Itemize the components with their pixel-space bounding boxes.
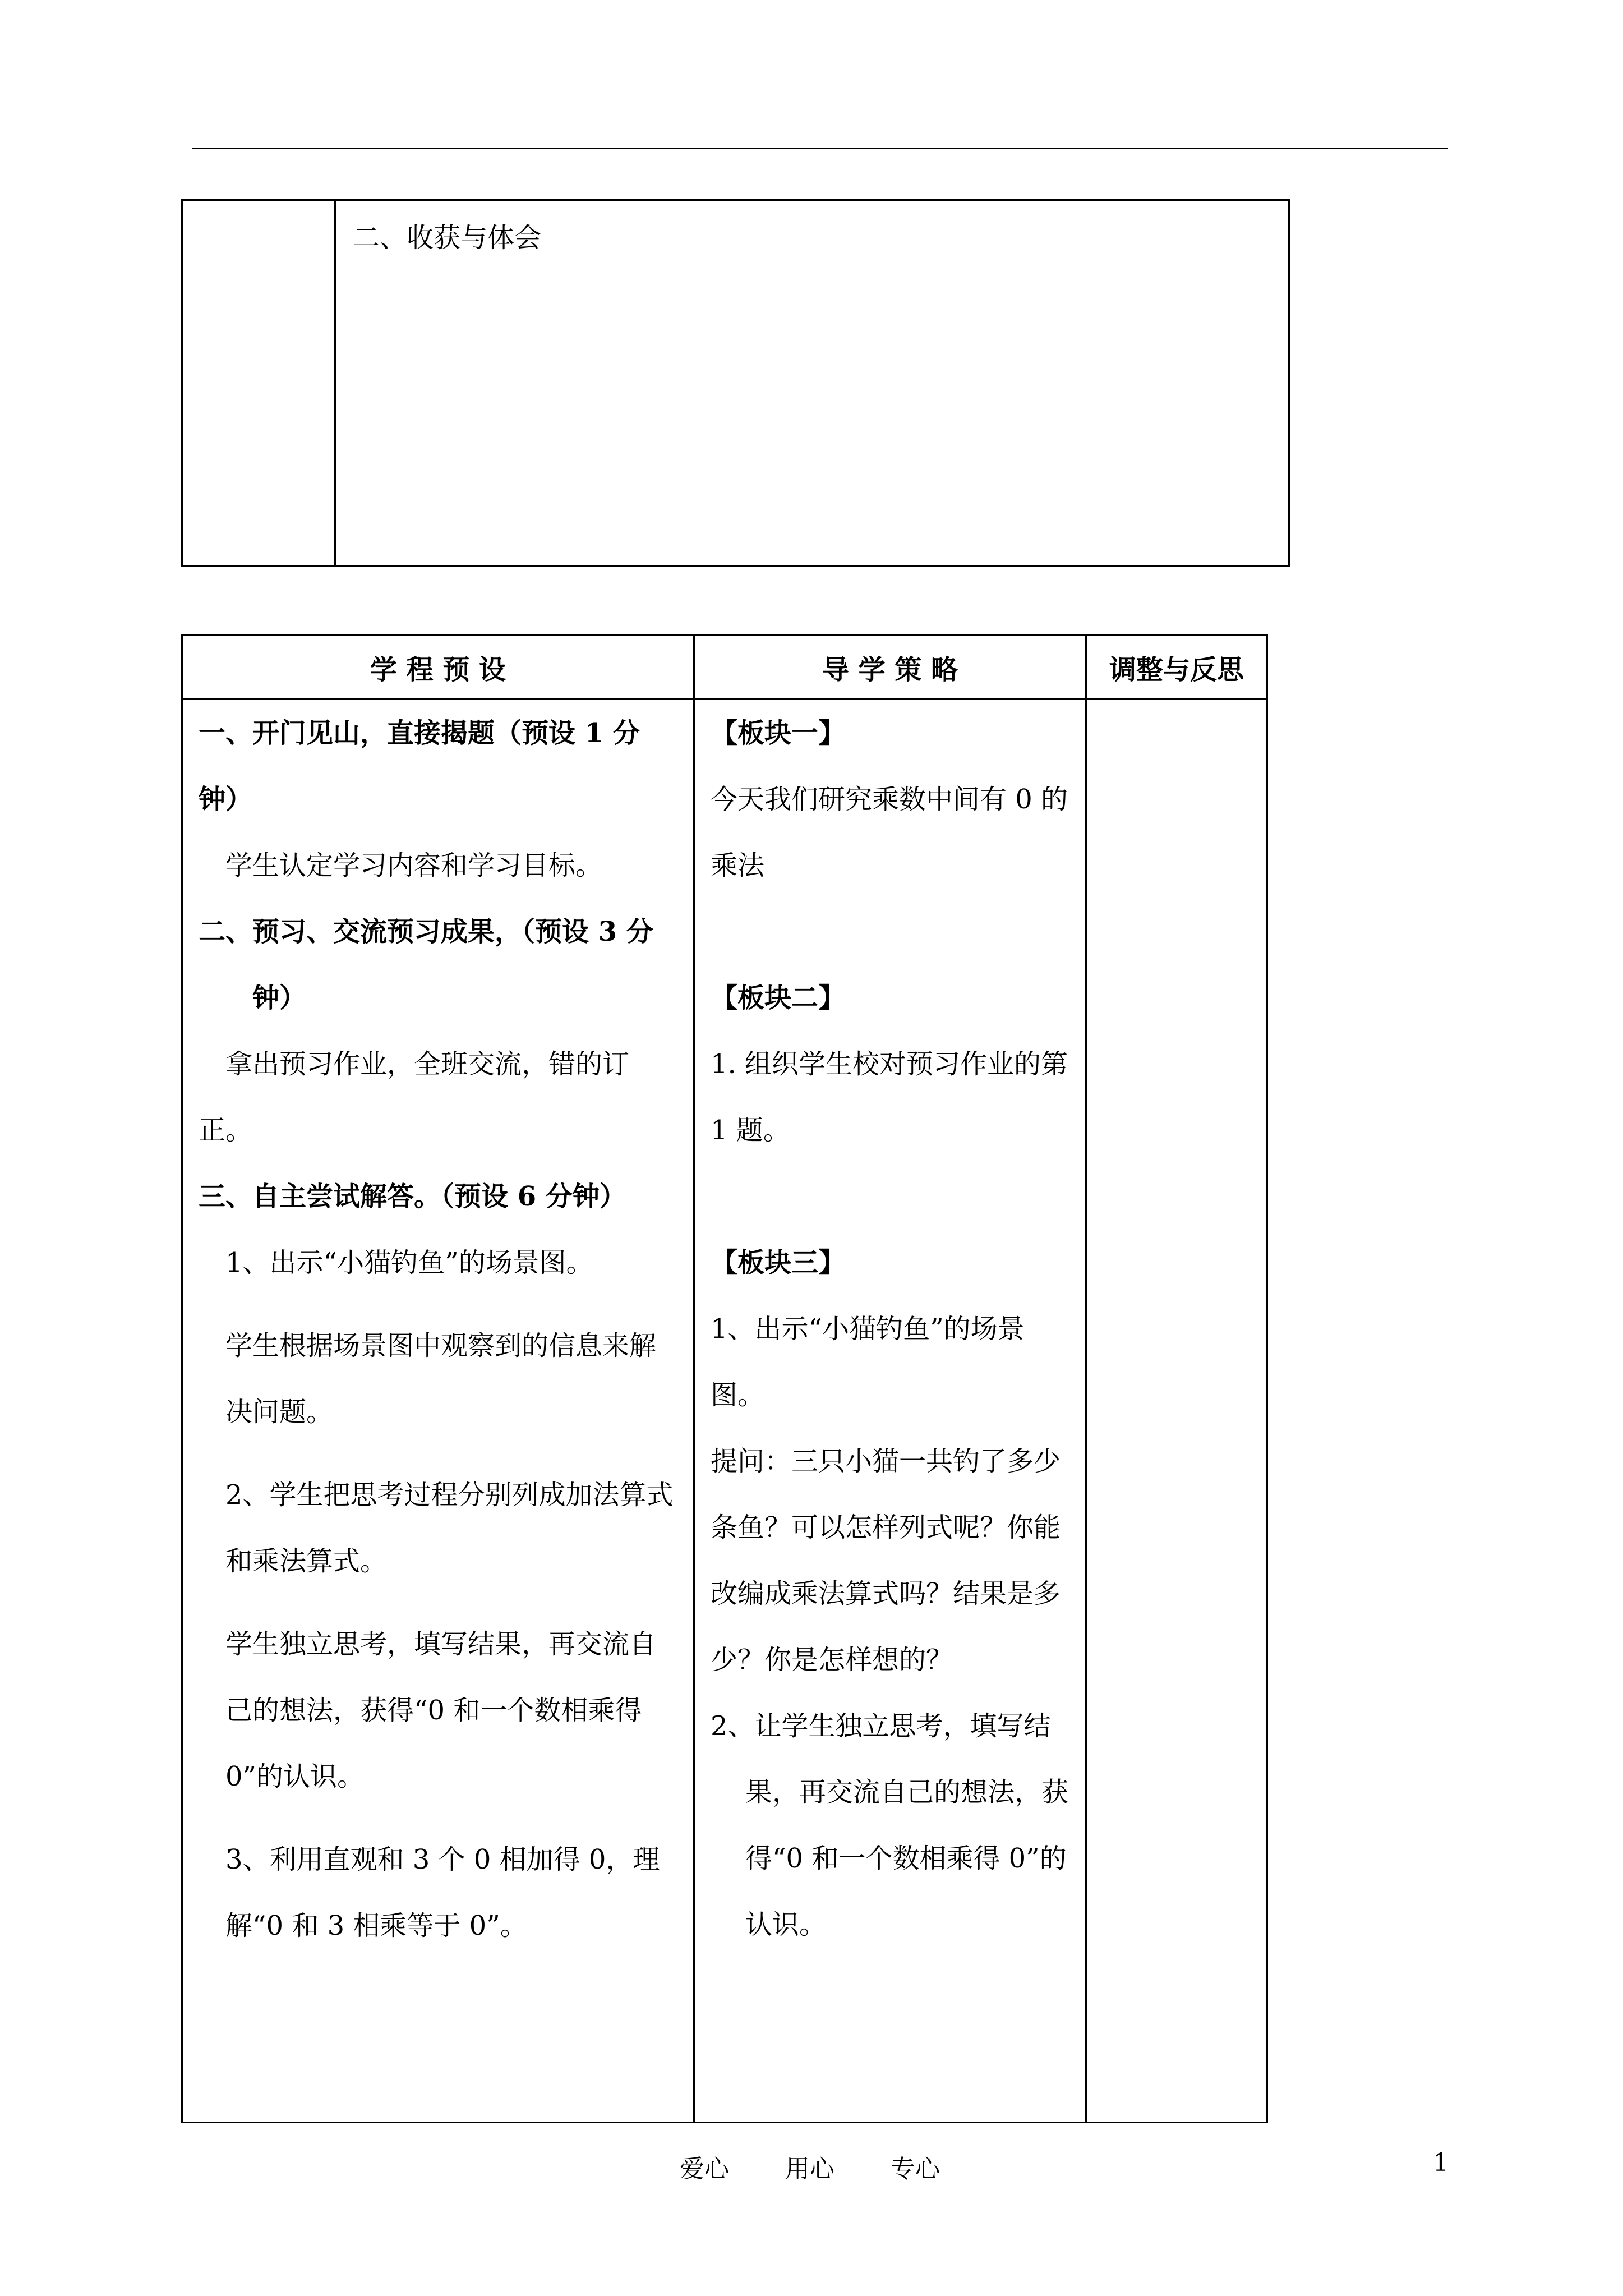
section-3-step-1: 1、出示“小猫钓鱼”的场景图。 <box>225 1247 593 1278</box>
header-guidance-strategy: 导 学 策 略 <box>694 635 1086 700</box>
section-1-title: 一、开门见山，直接揭题（预设 1 分钟） <box>199 717 640 815</box>
block-1-title: 【板块一】 <box>711 717 846 749</box>
section-1-text: 学生认定学习内容和学习目标。 <box>225 850 603 881</box>
block-3-title: 【板块三】 <box>711 1247 846 1278</box>
reflection-left-cell <box>182 200 335 566</box>
block-3-step-1: 1、出示“小猫钓鱼”的场景图。 <box>711 1313 1025 1411</box>
section-2-text: 拿出预习作业，全班交流，错的订正。 <box>199 1048 630 1146</box>
section-3-note-2: 学生独立思考，填写结果，再交流自己的想法，获得“0 和一个数相乘得 0”的认识。 <box>225 1628 657 1792</box>
section-3-step-2: 2、学生把思考过程分别列成加法算式和乘法算式。 <box>225 1479 674 1577</box>
reflection-heading: 二、收获与体会 <box>353 222 542 254</box>
reflection-content-cell <box>335 200 1289 566</box>
footer-word-3: 专心 <box>891 2155 940 2183</box>
footer-motto <box>680 2148 996 2184</box>
section-3-title: 三、自主尝试解答。（预设 6 分钟） <box>199 1181 626 1212</box>
guidance-strategy-cell <box>694 700 1086 2123</box>
header-rule <box>192 148 1448 149</box>
page-number: 1 <box>1433 2148 1449 2177</box>
block-2-text: 1. 组织学生校对预习作业的第 1 题。 <box>711 1048 1068 1146</box>
block-3-step-2: 2、让学生独立思考，填写结果，再交流自己的想法，获得“0 和一个数相乘得 0”的认识。 <box>711 1710 1069 1940</box>
section-2-title: 二、预习、交流预习成果，（预设 3 分钟） <box>199 916 653 1014</box>
block-2-title: 【板块二】 <box>711 982 846 1014</box>
lesson-plan-table <box>181 634 1268 2123</box>
section-3-note-1: 学生根据场景图中观察到的信息来解决问题。 <box>225 1330 657 1428</box>
block-3-question: 提问：三只小猫一共钓了多少条鱼？可以怎样列式呢？你能改编成乘法算式吗？结果是多少？你是怎样想的？ <box>711 1446 1061 1676</box>
adjustment-reflection-cell <box>1086 700 1267 2123</box>
footer-word-2: 用心 <box>785 2155 834 2183</box>
learning-process-cell <box>182 700 694 2123</box>
footer-word-1: 爱心 <box>680 2155 729 2183</box>
section-3-step-3: 3、利用直观和 3 个 0 相加得 0，理解“0 和 3 相乘等于 0”。 <box>225 1844 660 1941</box>
header-adjustment-reflection: 调整与反思 <box>1086 635 1267 700</box>
header-learning-process: 学 程 预 设 <box>182 635 694 700</box>
block-1-text: 今天我们研究乘数中间有 0 的乘法 <box>711 784 1068 881</box>
reflection-table <box>181 199 1290 567</box>
